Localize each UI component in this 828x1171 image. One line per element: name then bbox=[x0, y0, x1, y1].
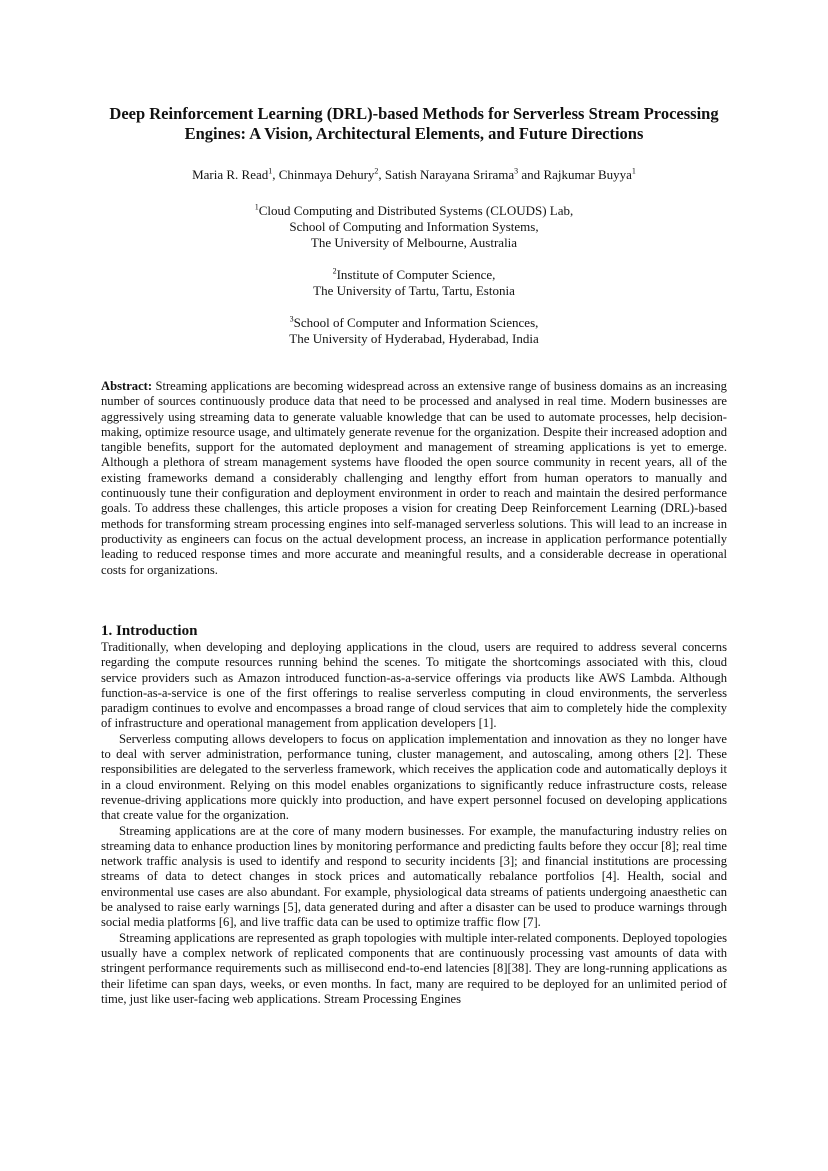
affiliation-3: $^3$School of Computer and Information Sciences, The University of Hyderabad, Hyderabad, India bbox=[289, 314, 539, 346]
paper-title: Deep Reinforcement Learning (DRL)-based Methods for Serverless Stream Processing Engines: A Vision, Architectural Elements, and Future Directions bbox=[109, 104, 719, 143]
author: Maria R. Read$^1$ bbox=[192, 166, 273, 182]
abstract bbox=[101, 379, 727, 578]
author: Rajkumar Buyya$^1$ bbox=[543, 166, 636, 182]
paragraph: Streaming applications are at the core of many modern businesses. For example, the manufacturing industry relies on streaming data to enhance production lines by monitoring performance and predicting faults before they occur [8]; real time network traffic analysis is used to identify and respond to security incidents [3]; and financial institutions are processing streams of data to detect changes in stock prices and automatically rebalance portfolios [4]. Health, social and environmental use cases are also abundant. For example, physiological data streams of patients undergoing anaesthetic can be analysed to raise early warnings [5], data generated during and after a disaster can be used to produce warnings through social media platforms [6], and live traffic data can be used to optimize traffic flow [7]. bbox=[101, 823, 727, 930]
paragraph: Serverless computing allows developers to focus on application implementation and innovation as they no longer have to deal with server administration, performance tuning, cluster management, and autoscaling, among others [2]. These responsibilities are delegated to the serverless framework, which receives the application code and automatically deploys it in a cloud environment. Relying on this model enables organizations to significantly reduce infrastructure costs, release revenue-driving applications more quickly into production, and have expert personnel focused on developing applications that create value for the organization. bbox=[101, 731, 727, 823]
abstract-text: Streaming applications are becoming widespread across an extensive range of business domains as an increasing number of sources continuously produce data that need to be processed and analysed in real time. Modern businesses are aggressively using streaming data to generate valuable knowledge that can be used to automate processes, help decision-making, optimize resource usage, and ultimately generate revenue for the organization. Despite their increased adoption and tangible benefits, support for the automated deployment and management of streaming applications is yet to emerge. Although a plethora of stream management systems have flooded the open source community in recent years, all of the existing frameworks demand a considerably challenging and lengthy effort from human operators to manually and continuously tune their configuration and deployment environment in order to reach and maintain the desired performance goals. To address these challenges, this article proposes a vision for creating Deep Reinforcement Learning (DRL)-based methods for transforming stream processing engines into self-managed serverless solutions. This will lead to an increase in productivity as engineers can focus on the actual development process, an increase in application performance potentially leading to reduced response times and more accurate and meaningful results, and a considerable decrease in operational costs for organizations. bbox=[101, 379, 727, 577]
affiliation-2: $^2$Institute of Computer Science, The University of Tartu, Tartu, Estonia bbox=[313, 266, 515, 298]
author: Satish Narayana Srirama$^3$ bbox=[384, 166, 519, 182]
paragraph: Traditionally, when developing and deploying applications in the cloud, users are required to address several concerns regarding the compute resources running behind the scenes. To mitigate the shortcomings associated with this, cloud service providers such as Amazon introduced function-as-a-service offerings via products like AWS Lambda. Although function-as-a-service is one of the first offerings to realise serverless computing in cloud environments, the serverless paradigm continues to evolve and encompasses a broad range of cloud services that aim to completely hide the complexity of infrastructure and operational management from application developers [1]. bbox=[101, 640, 727, 731]
author-list: Maria R. Read$^1$, Chinmaya Dehury$^2$, Satish Narayana Srirama$^3$ and Rajkumar Buyya$^1$ bbox=[192, 166, 636, 182]
affiliation-1: $^1$Cloud Computing and Distributed Systems (CLOUDS) Lab, School of Computing and Information Systems, The University of Melbourne, Australia bbox=[254, 202, 574, 250]
section-body bbox=[101, 640, 727, 1007]
paragraph: Streaming applications are represented as graph topologies with multiple inter-related components. Deployed topologies usually have a complex network of replicated components that are continuously processing vast amounts of data with stringent performance requirements such as millisecond end-to-end latencies [8][38]. They are long-running applications as their lifetime can span days, weeks, or even months. In fact, many are required to be deployed for an unlimited period of time, just like user-facing web applications. Stream Processing Engines bbox=[101, 930, 727, 1006]
section-heading: 1. Introduction bbox=[101, 623, 198, 639]
abstract-label: Abstract: bbox=[101, 379, 153, 393]
author: Chinmaya Dehury$^2$ bbox=[278, 166, 379, 182]
